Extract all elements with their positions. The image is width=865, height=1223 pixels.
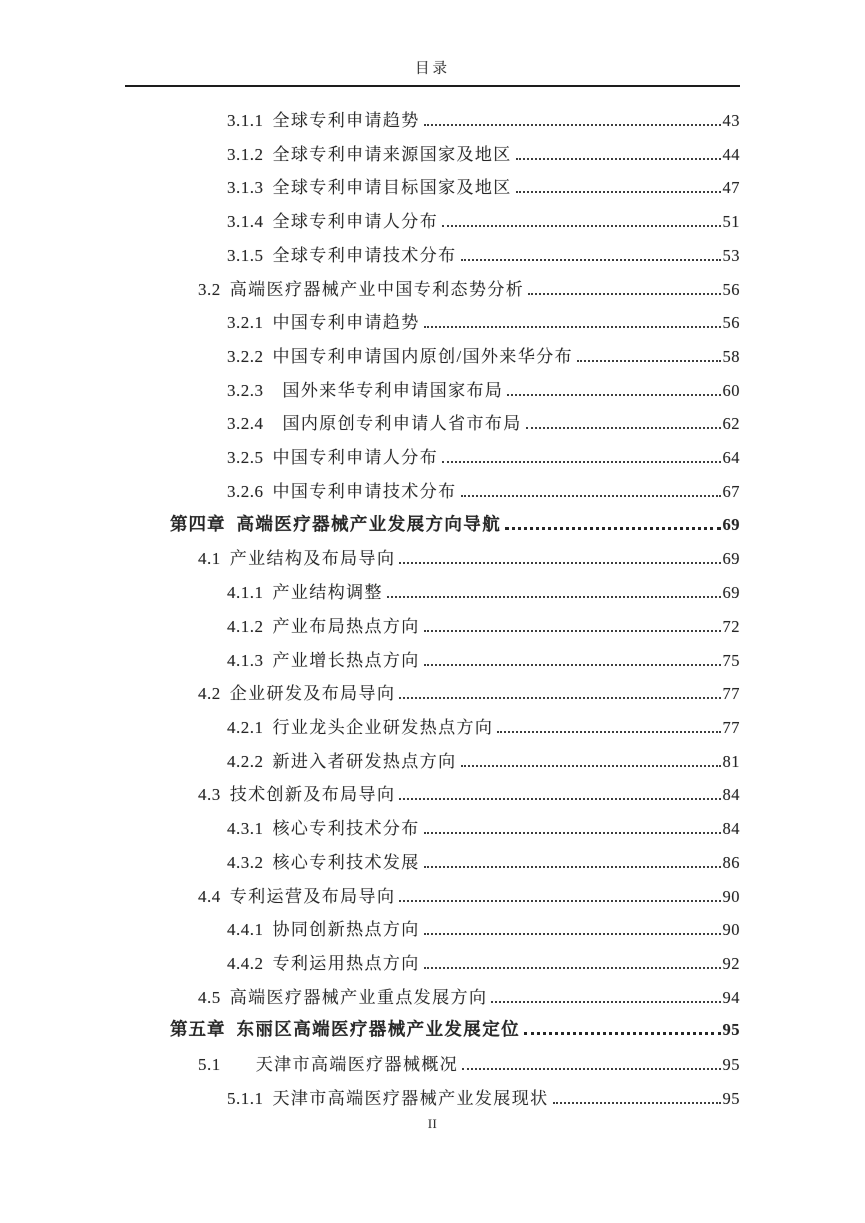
toc-entry-title: 技术创新及布局导向 — [229, 785, 396, 805]
toc-entry-page: 92 — [722, 953, 740, 973]
toc-entry-page: 90 — [722, 920, 740, 940]
toc-entry-number: 3.2.2 — [227, 347, 264, 367]
page-footer — [125, 1115, 740, 1133]
toc-entry — [125, 1016, 740, 1050]
toc-entry-title: 协同创新热点方向 — [272, 920, 420, 940]
toc-entry-number: 3.1.2 — [227, 144, 264, 164]
footer-page-number: II — [427, 1117, 438, 1131]
toc-entry-page: 69 — [722, 549, 740, 569]
page-header — [125, 57, 740, 87]
toc-entry-page: 95 — [722, 1055, 740, 1075]
toc-entry-page: 81 — [722, 751, 740, 771]
toc-entry-title: 产业布局热点方向 — [272, 616, 420, 636]
toc-entry-title: 天津市高端医疗器械概况 — [255, 1055, 459, 1075]
toc-entry-title: 产业增长热点方向 — [272, 650, 420, 670]
toc-entry-number: 5.1.1 — [227, 1088, 264, 1108]
toc-entry-title: 全球专利申请来源国家及地区 — [272, 144, 512, 164]
toc-entry-number: 4.2 — [198, 684, 221, 704]
toc-entry-page: 56 — [722, 313, 740, 333]
toc-entry-title: 东丽区高端医疗器械产业发展定位 — [236, 1019, 520, 1040]
toc-entry — [125, 207, 740, 241]
toc-entry-number: 4.1.3 — [227, 650, 264, 670]
toc-entry-page: 77 — [722, 717, 740, 737]
dot-leader — [442, 461, 720, 463]
dot-leader — [507, 394, 720, 396]
toc-entry-page: 95 — [722, 1020, 740, 1040]
toc-entry — [125, 915, 740, 949]
table-of-contents — [125, 106, 740, 1118]
toc-entry-title: 高端医疗器械产业中国专利态势分析 — [229, 279, 525, 299]
dot-leader — [424, 832, 721, 834]
toc-entry-title: 企业研发及布局导向 — [229, 684, 396, 704]
toc-entry-page: 64 — [722, 448, 740, 468]
dot-leader — [516, 158, 721, 160]
toc-entry — [125, 1084, 740, 1118]
dot-leader — [526, 427, 721, 429]
dot-leader — [387, 596, 721, 598]
toc-entry-number: 第五章 — [170, 1019, 226, 1040]
toc-entry — [125, 106, 740, 140]
toc-entry-title: 新进入者研发热点方向 — [272, 751, 457, 771]
toc-entry-title: 全球专利申请技术分布 — [272, 245, 457, 265]
toc-entry-number: 3.1.3 — [227, 178, 264, 198]
toc-entry-number: 3.2.6 — [227, 481, 264, 501]
dot-leader — [424, 933, 721, 935]
dot-leader — [553, 1102, 721, 1104]
toc-entry-page: 86 — [722, 852, 740, 872]
toc-entry — [125, 477, 740, 511]
toc-entry-number: 4.3 — [198, 785, 221, 805]
toc-entry-title: 高端医疗器械产业重点发展方向 — [229, 987, 488, 1007]
toc-entry-title: 核心专利技术发展 — [272, 852, 420, 872]
toc-entry-page: 90 — [722, 886, 740, 906]
toc-entry-title: 国外来华专利申请国家布局 — [282, 380, 504, 400]
toc-entry-title: 产业结构及布局导向 — [229, 549, 396, 569]
toc-entry-title: 全球专利申请人分布 — [272, 212, 439, 232]
dot-leader — [399, 798, 720, 800]
toc-entry-title: 中国专利申请国内原创/国外来华分布 — [272, 347, 574, 367]
toc-entry — [125, 713, 740, 747]
toc-entry-title: 国内原创专利申请人省市布局 — [282, 414, 522, 434]
toc-entry-title: 中国专利申请技术分布 — [272, 481, 457, 501]
toc-entry — [125, 544, 740, 578]
toc-entry-number: 4.2.1 — [227, 717, 264, 737]
toc-entry-number: 3.1.1 — [227, 111, 264, 130]
dot-leader — [461, 259, 721, 261]
toc-entry — [125, 814, 740, 848]
toc-entry-title: 全球专利申请趋势 — [272, 111, 420, 130]
toc-entry-number: 3.2.4 — [227, 414, 264, 434]
toc-entry — [125, 1050, 740, 1084]
toc-entry-title: 中国专利申请人分布 — [272, 448, 439, 468]
toc-entry — [125, 275, 740, 309]
toc-entry — [125, 241, 740, 275]
toc-entry-number: 4.3.2 — [227, 852, 264, 872]
dot-leader — [491, 1001, 720, 1003]
toc-entry — [125, 308, 740, 342]
toc-entry-page: 84 — [722, 819, 740, 839]
toc-entry-number: 3.2.5 — [227, 448, 264, 468]
dot-leader — [442, 225, 720, 227]
toc-entry-number: 4.5 — [198, 987, 221, 1007]
toc-entry-title: 行业龙头企业研发热点方向 — [272, 717, 494, 737]
toc-entry-page: 51 — [722, 212, 740, 232]
toc-entry-title: 中国专利申请趋势 — [272, 313, 420, 333]
toc-entry-page: 60 — [722, 380, 740, 400]
toc-entry-number: 4.4.1 — [227, 920, 264, 940]
toc-entry-title: 专利运营及布局导向 — [229, 886, 396, 906]
dot-leader — [424, 866, 721, 868]
toc-entry-number: 4.3.1 — [227, 819, 264, 839]
toc-entry — [125, 679, 740, 713]
toc-entry — [125, 646, 740, 680]
toc-entry — [125, 409, 740, 443]
toc-entry-title: 专利运用热点方向 — [272, 953, 420, 973]
toc-entry-page: 69 — [722, 583, 740, 603]
toc-entry-page: 95 — [722, 1088, 740, 1108]
toc-entry-page: 58 — [722, 347, 740, 367]
toc-entry — [125, 747, 740, 781]
toc-entry-page: 47 — [722, 178, 740, 198]
toc-entry-title: 天津市高端医疗器械产业发展现状 — [272, 1088, 549, 1108]
toc-entry-title: 产业结构调整 — [272, 583, 383, 603]
dot-leader — [505, 527, 720, 530]
dot-leader — [424, 967, 721, 969]
dot-leader — [424, 124, 721, 126]
dot-leader — [577, 360, 720, 362]
dot-leader — [461, 495, 721, 497]
toc-entry-page: 84 — [722, 785, 740, 805]
toc-entry-number: 4.1 — [198, 549, 221, 569]
toc-entry-number: 4.1.1 — [227, 583, 264, 603]
toc-entry — [125, 949, 740, 983]
toc-entry-title: 核心专利技术分布 — [272, 819, 420, 839]
dot-leader — [399, 697, 720, 699]
toc-entry-page: 72 — [722, 616, 740, 636]
toc-entry — [125, 173, 740, 207]
toc-entry — [125, 443, 740, 477]
toc-entry-page: 75 — [722, 650, 740, 670]
toc-entry-title: 全球专利申请目标国家及地区 — [272, 178, 512, 198]
toc-entry-number: 第四章 — [170, 513, 226, 534]
toc-entry-number: 3.1.4 — [227, 212, 264, 232]
dot-leader — [462, 1068, 720, 1070]
toc-entry-number: 3.2 — [198, 279, 221, 299]
toc-entry-page: 43 — [722, 111, 740, 130]
toc-entry-page: 53 — [722, 245, 740, 265]
toc-entry-number: 4.4.2 — [227, 953, 264, 973]
toc-entry-page: 67 — [722, 481, 740, 501]
toc-entry — [125, 882, 740, 916]
dot-leader — [424, 326, 721, 328]
dot-leader — [424, 664, 721, 666]
toc-entry-page: 44 — [722, 144, 740, 164]
toc-entry-number: 3.2.1 — [227, 313, 264, 333]
toc-entry-page: 62 — [722, 414, 740, 434]
dot-leader — [497, 731, 720, 733]
toc-entry-number: 3.2.3 — [227, 380, 264, 400]
toc-entry — [125, 140, 740, 174]
toc-entry — [125, 983, 740, 1017]
dot-leader — [424, 630, 721, 632]
dot-leader — [528, 293, 720, 295]
page-header-title: 目录 — [415, 61, 450, 77]
toc-entry — [125, 342, 740, 376]
toc-entry — [125, 780, 740, 814]
toc-entry-number: 3.1.5 — [227, 245, 264, 265]
dot-leader — [399, 900, 720, 902]
toc-entry — [125, 612, 740, 646]
toc-entry-number: 5.1 — [198, 1055, 221, 1075]
dot-leader — [461, 765, 721, 767]
toc-entry-number: 4.2.2 — [227, 751, 264, 771]
toc-entry — [125, 848, 740, 882]
dot-leader — [524, 1032, 721, 1035]
toc-entry — [125, 511, 740, 545]
toc-entry-page: 94 — [722, 987, 740, 1007]
toc-entry-title: 高端医疗器械产业发展方向导航 — [236, 513, 502, 534]
toc-entry-number: 4.1.2 — [227, 616, 264, 636]
toc-entry-page: 56 — [722, 279, 740, 299]
toc-entry-number: 4.4 — [198, 886, 221, 906]
toc-entry — [125, 376, 740, 410]
dot-leader — [516, 191, 721, 193]
toc-entry — [125, 578, 740, 612]
toc-entry-page: 69 — [722, 514, 740, 534]
toc-entry-page: 77 — [722, 684, 740, 704]
dot-leader — [399, 562, 720, 564]
